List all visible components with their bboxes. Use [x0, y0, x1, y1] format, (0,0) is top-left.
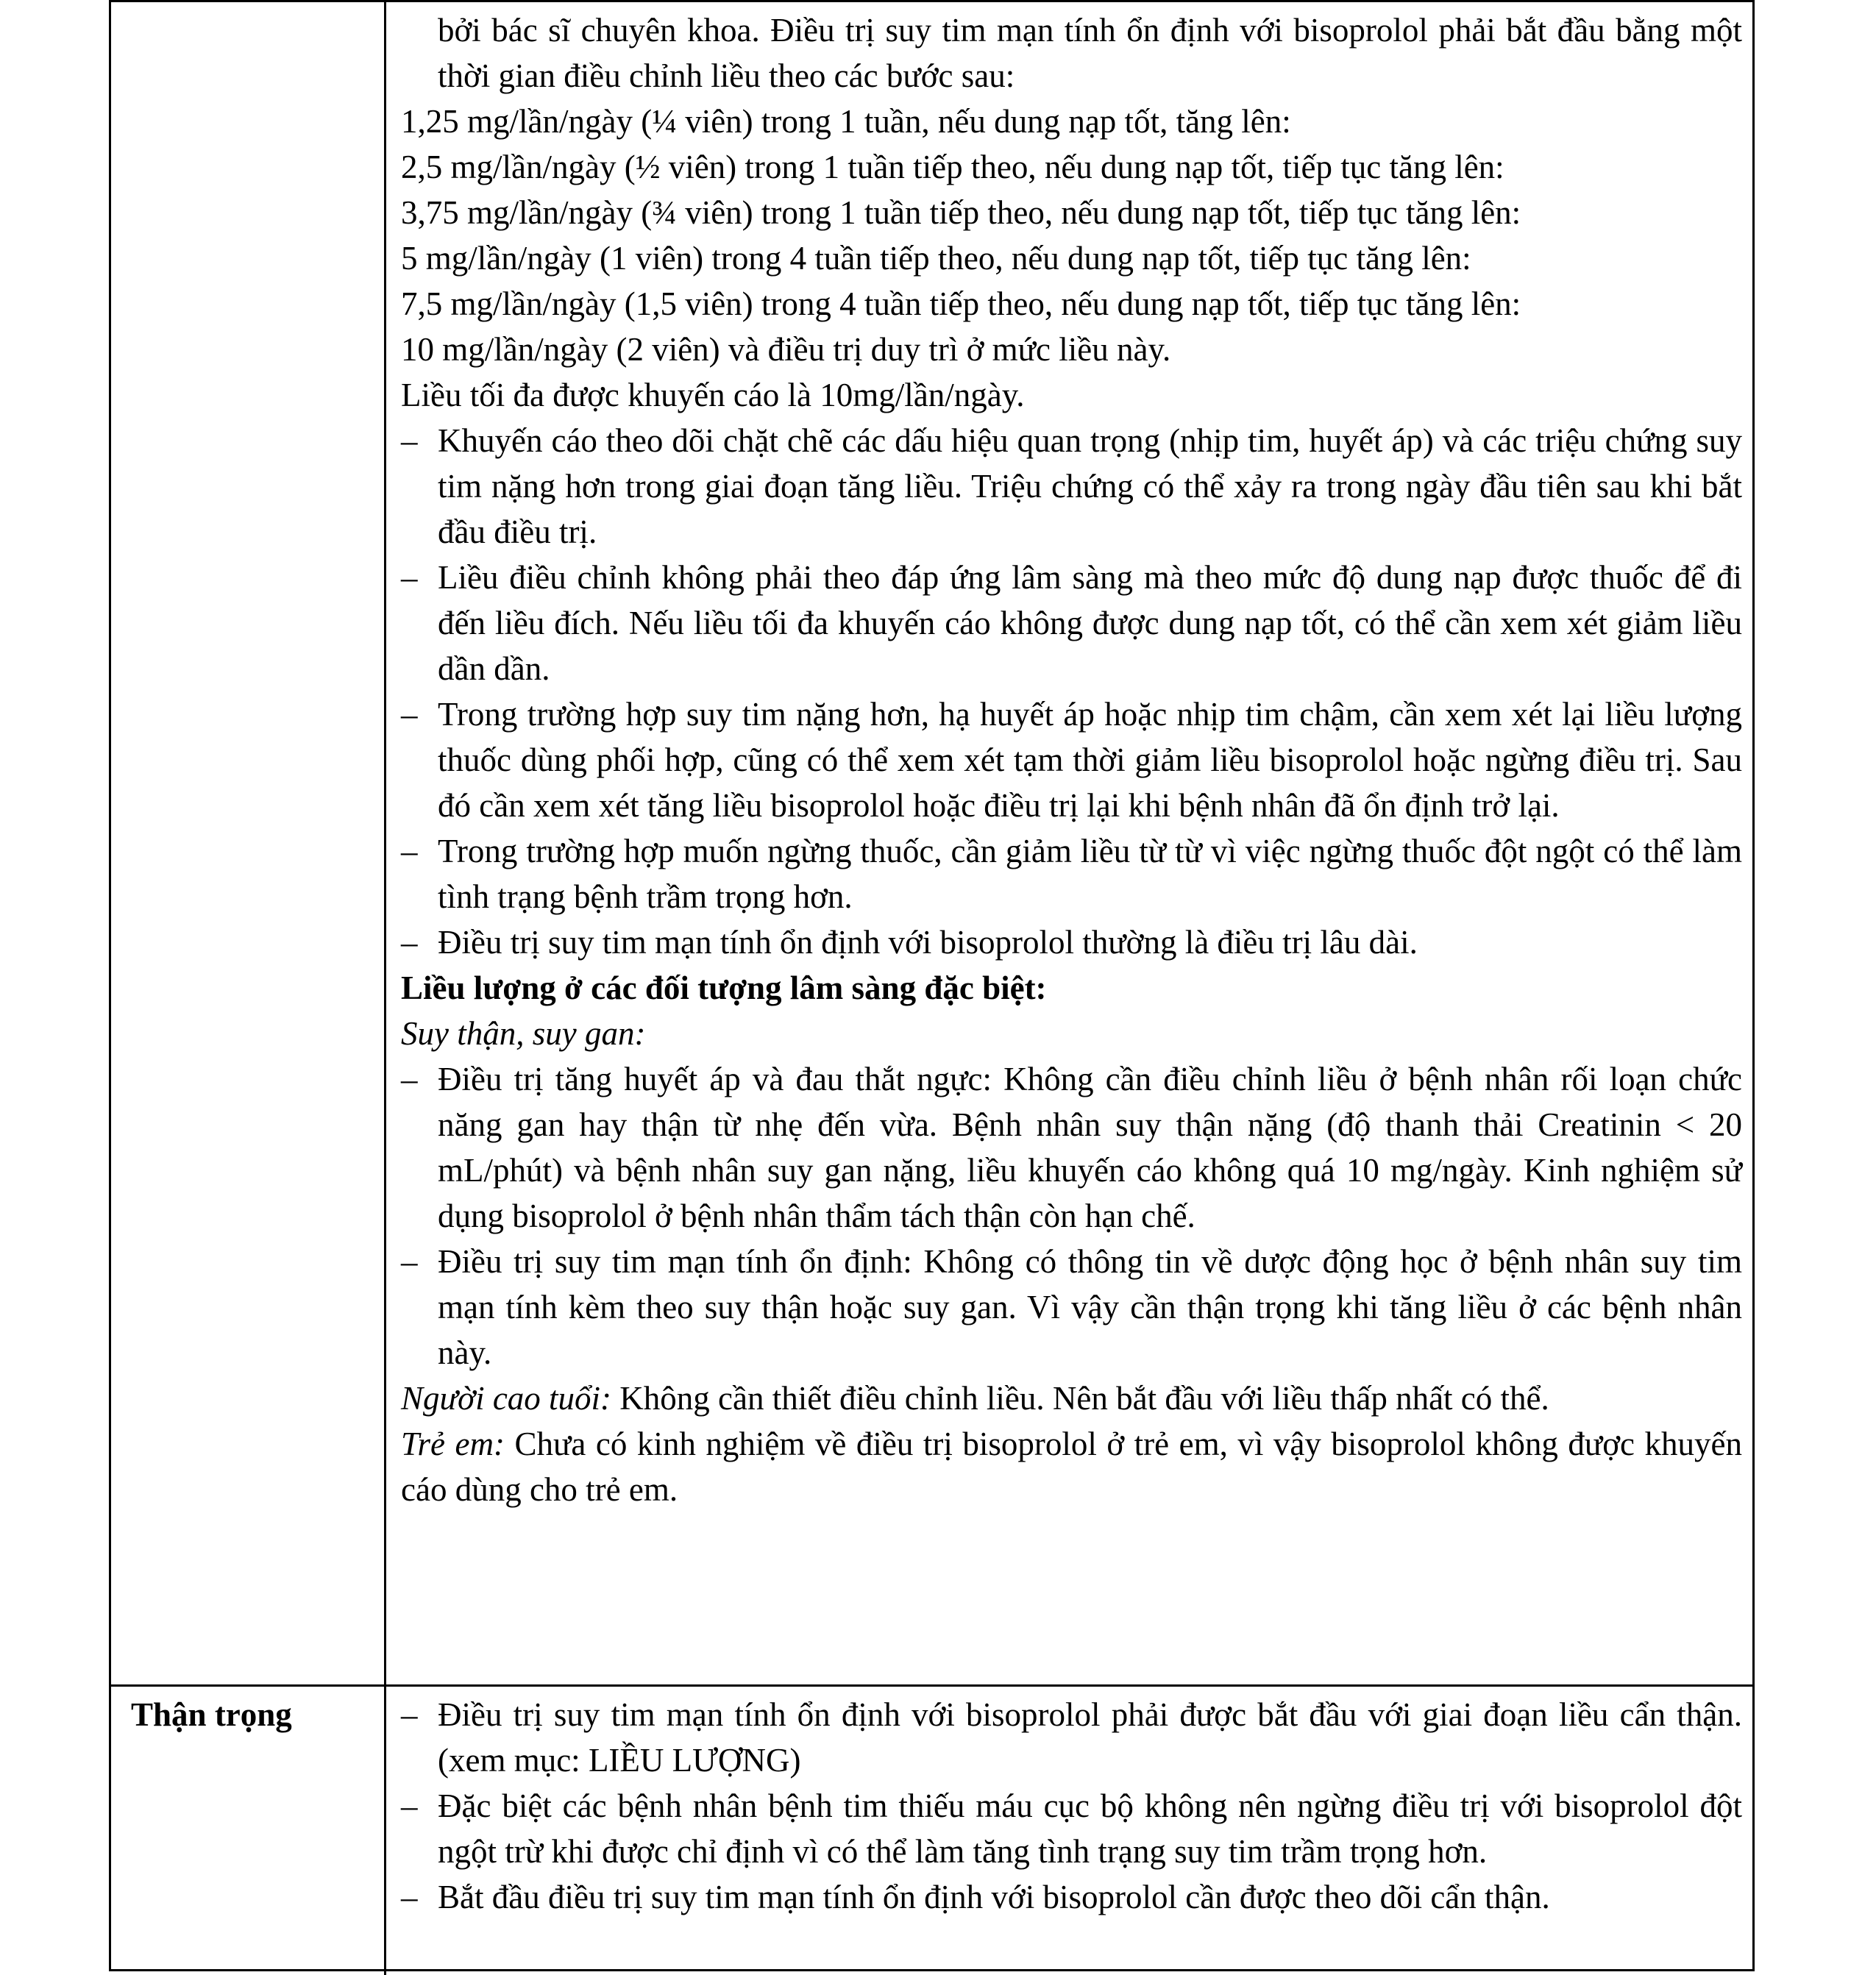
- special-populations-heading: Liều lượng ở các đối tượng lâm sàng đặc biệt:: [401, 969, 1047, 1006]
- caution-bullet: – Đặc biệt các bệnh nhân bệnh tim thiếu máu cục bộ không nên ngừng điều trị với bisoprolol đột ngột trừ khi được chỉ định vì có thể làm tăng tình trạng suy tim trầm trọng hơn.: [401, 1783, 1742, 1874]
- dose-step: 2,5 mg/lần/ngày (½ viên) trong 1 tuần tiếp theo, nếu dung nạp tốt, tiếp tục tăng lên:: [401, 149, 1504, 185]
- column-divider: [384, 0, 386, 1975]
- dose-step: 7,5 mg/lần/ngày (1,5 viên) trong 4 tuần tiếp theo, nếu dung nạp tốt, tiếp tục tăng lên:: [401, 285, 1521, 322]
- dose-step: 5 mg/lần/ngày (1 viên) trong 4 tuần tiếp theo, nếu dung nạp tốt, tiếp tục tăng lên:: [401, 240, 1471, 277]
- children-paragraph: [401, 1421, 1742, 1512]
- dosage-cell: [401, 7, 1742, 1512]
- children-text: Chưa có kinh nghiệm về điều trị bisoprolol ở trẻ em, vì vậy bisoprolol không được khuyến cáo dùng cho trẻ em.: [401, 1426, 1742, 1508]
- renal-hepatic-heading: Suy thận, suy gan:: [401, 1015, 646, 1052]
- dosage-bullet: – Liều điều chỉnh không phải theo đáp ứng lâm sàng mà theo mức độ dung nạp được thuốc để đi đến liều đích. Nếu liều tối đa khuyến cáo không được dung nạp tốt, có thể cần xem xét giảm liều dần dần.: [401, 555, 1742, 691]
- dosage-bullet: – Trong trường hợp suy tim nặng hơn, hạ huyết áp hoặc nhịp tim chậm, cần xem xét lại liều lượng thuốc dùng phối hợp, cũng có thể xem xét tạm thời giảm liều bisoprolol hoặc ngừng điều trị. Sau đó cần xem xét tăng liều bisoprolol hoặc điều trị lại khi bệnh nhân đã ổn định trở lại.: [401, 691, 1742, 828]
- renal-bullet: – Điều trị tăng huyết áp và đau thắt ngực: Không cần điều chỉnh liều ở bệnh nhân rối loạn chức năng gan hay thận từ nhẹ đến vừa. Bệnh nhân suy thận nặng (độ thanh thải Creatinin < 20 mL/phút) và bệnh nhân suy gan nặng, liều khuyến cáo không quá 10 mg/ngày. Kinh nghiệm sử dụng bisoprolol ở bệnh nhân thẩm tách thận còn hạn chế.: [401, 1056, 1742, 1239]
- row-divider: [109, 1684, 1755, 1687]
- dosage-intro: bởi bác sĩ chuyên khoa. Điều trị suy tim mạn tính ổn định với bisoprolol phải bắt đầu bằng một thời gian điều chỉnh liều theo các bước sau:: [438, 12, 1742, 94]
- caution-bullet: – Điều trị suy tim mạn tính ổn định với bisoprolol phải được bắt đầu với giai đoạn liều cẩn thận. (xem mục: LIỀU LƯỢNG): [401, 1692, 1742, 1783]
- dose-step: 1,25 mg/lần/ngày (¼ viên) trong 1 tuần, nếu dung nạp tốt, tăng lên:: [401, 103, 1291, 140]
- renal-bullet: – Điều trị suy tim mạn tính ổn định: Không có thông tin về dược động học ở bệnh nhân suy tim mạn tính kèm theo suy thận hoặc suy gan. Vì vậy cần thận trọng khi tăng liều ở các bệnh nhân này.: [401, 1239, 1742, 1376]
- elderly-label: Người cao tuổi:: [401, 1380, 612, 1417]
- max-dose-note: Liều tối đa được khuyến cáo là 10mg/lần/ngày.: [401, 377, 1025, 413]
- dosage-bullet: – Điều trị suy tim mạn tính ổn định với bisoprolol thường là điều trị lâu dài.: [401, 919, 1742, 965]
- caution-label: Thận trọng: [131, 1696, 292, 1733]
- caution-bullet: – Bắt đầu điều trị suy tim mạn tính ổn định với bisoprolol cần được theo dõi cẩn thận.: [401, 1874, 1742, 1920]
- children-label: Trẻ em:: [401, 1426, 505, 1462]
- dose-step: 3,75 mg/lần/ngày (¾ viên) trong 1 tuần tiếp theo, nếu dung nạp tốt, tiếp tục tăng lên:: [401, 194, 1521, 231]
- dosage-bullet: – Trong trường hợp muốn ngừng thuốc, cần giảm liều từ từ vì việc ngừng thuốc đột ngột có thể làm tình trạng bệnh trầm trọng hơn.: [401, 828, 1742, 919]
- elderly-text: Không cần thiết điều chỉnh liều. Nên bắt đầu với liều thấp nhất có thể.: [611, 1380, 1549, 1417]
- caution-cell: [401, 1692, 1742, 1920]
- elderly-paragraph: [401, 1376, 1742, 1421]
- dose-step: 10 mg/lần/ngày (2 viên) và điều trị duy trì ở mức liều này.: [401, 331, 1171, 368]
- dosage-bullet: – Khuyến cáo theo dõi chặt chẽ các dấu hiệu quan trọng (nhịp tim, huyết áp) và các triệu chứng suy tim nặng hơn trong giai đoạn tăng liều. Triệu chứng có thể xảy ra trong ngày đầu tiên sau khi bắt đầu điều trị.: [401, 418, 1742, 555]
